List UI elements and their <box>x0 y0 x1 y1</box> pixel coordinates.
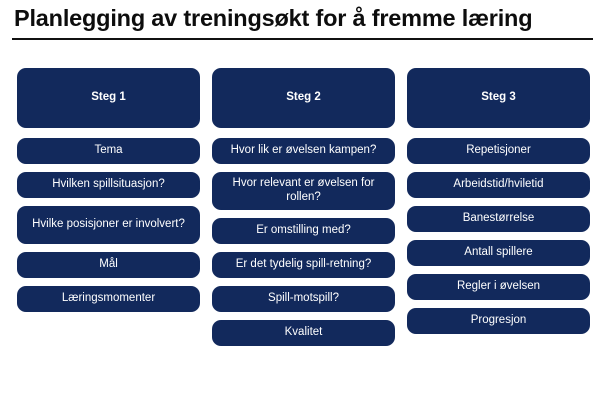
list-item[interactable]: Læringsmomenter <box>17 286 200 312</box>
list-item[interactable]: Tema <box>17 138 200 164</box>
list-item[interactable]: Banestørrelse <box>407 206 590 232</box>
list-item[interactable]: Hvilken spillsituasjon? <box>17 172 200 198</box>
column-header-1: Steg 1 <box>17 68 200 128</box>
list-item[interactable]: Antall spillere <box>407 240 590 266</box>
list-item[interactable]: Er omstilling med? <box>212 218 395 244</box>
column-header-2: Steg 2 <box>212 68 395 128</box>
column-steg-1 <box>17 68 200 354</box>
column-header-3: Steg 3 <box>407 68 590 128</box>
title-divider <box>12 38 593 40</box>
list-item[interactable]: Arbeidstid/hviletid <box>407 172 590 198</box>
list-item[interactable]: Hvor relevant er øvelsen for rollen? <box>212 172 395 210</box>
list-item[interactable]: Kvalitet <box>212 320 395 346</box>
column-steg-3 <box>407 68 590 354</box>
list-item[interactable]: Spill-motspill? <box>212 286 395 312</box>
list-item[interactable]: Progresjon <box>407 308 590 334</box>
columns-container <box>17 68 590 354</box>
list-item[interactable]: Er det tydelig spill-retning? <box>212 252 395 278</box>
list-item[interactable]: Hvilke posisjoner er involvert? <box>17 206 200 244</box>
page-title: Planlegging av treningsøkt for å fremme læring <box>14 5 533 31</box>
column-steg-2 <box>212 68 395 354</box>
list-item[interactable]: Mål <box>17 252 200 278</box>
list-item[interactable]: Hvor lik er øvelsen kampen? <box>212 138 395 164</box>
list-item[interactable]: Regler i øvelsen <box>407 274 590 300</box>
list-item[interactable]: Repetisjoner <box>407 138 590 164</box>
